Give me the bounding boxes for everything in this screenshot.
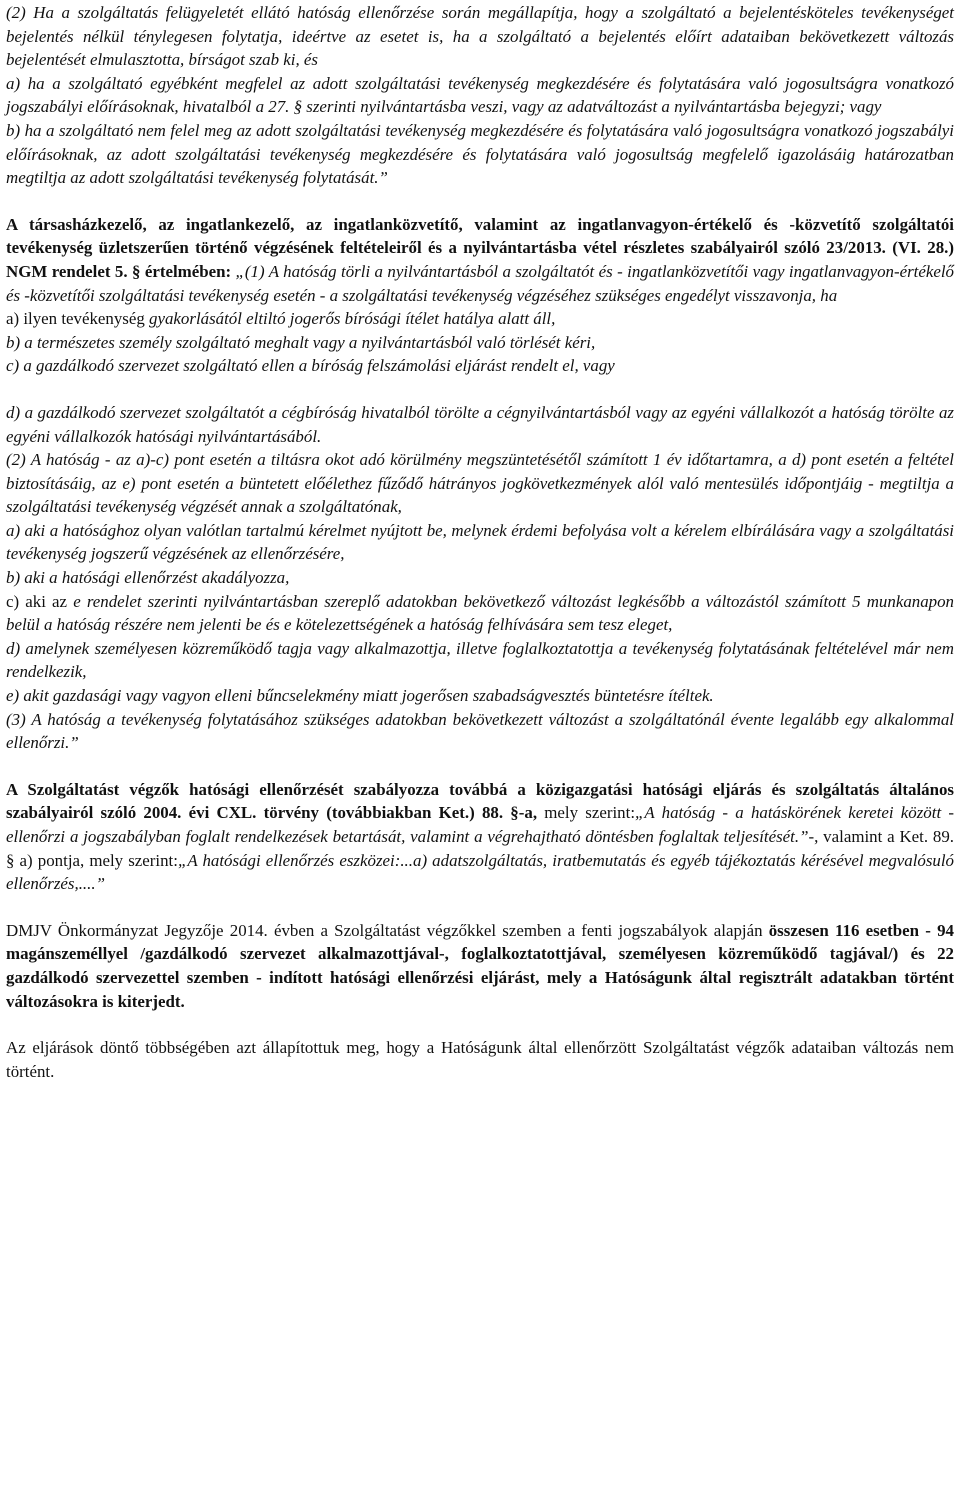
ket-quote-1: „A hatóság - a hatáskörének keretei között - ellenőrzi a jogszabályban foglalt rendelkezések betartását, valamint a végrehajtható döntésben foglaltak teljesítését.” bbox=[6, 803, 955, 846]
spacer bbox=[6, 755, 954, 778]
ket-text-1: mely szerint: bbox=[537, 803, 636, 823]
ket-title: A Szolgáltatást végzők hatósági ellenőrzését szabályozza továbbá a közigazgatási hatósági eljárás és szolgáltatás általános szabályairól szóló 2004. évi CXL. törvény (továbbiakban Ket.) 88. §-a, bbox=[6, 779, 954, 823]
decree-point-a-rest: gyakorlásától eltiltó jogerős bírósági ítélet hatálya alatt áll, bbox=[149, 309, 556, 329]
summary-paragraph bbox=[6, 919, 954, 1013]
decree-paragraph-2-b: b) aki a hatósági ellenőrzést akadályozza, bbox=[6, 568, 290, 588]
decree-point-b: b) a természetes személy szolgáltató meghalt vagy a nyilvántartásból való törlését kéri, bbox=[6, 332, 596, 352]
point-b-prohibition: b) ha a szolgáltató nem felel meg az adott szolgáltatási tevékenység megkezdésére és folytatására való jogosultságra vonatkozó jogszabályi előírásoknak, az adott szolgáltatási tevékenység megkezdésére és folytatására való jogosultság megfelelő igazolásáig határozatban megtiltja az adott szolgáltatási tevékenység folytatását.” bbox=[6, 120, 954, 188]
point-a-registration: a) ha a szolgáltató egyébként megfelel az adott szolgáltatási tevékenység megkezdésére és folytatására való jogosultságra vonatkozó jogszabályi előírásoknak, hivatalból a 27. § szerinti nyilvántartásba veszi, vagy az adatváltozást a nyilvántartásba bejegyzi; vagy bbox=[6, 73, 954, 117]
decree-paragraph-2-c-prefix: c) aki az bbox=[6, 591, 74, 611]
decree-paragraph-2: (2) A hatóság - az a)-c) pont esetén a tiltásra okot adó körülmény megszüntetésétől számított 1 év időtartamra, a d) pont esetén a feltétel biztosításáig, az e) pont esetén a büntetett előélethez fűződő hátrányos jogkövetkezmények alól való mentesülés időpontjáig - megtiltja a szolgáltatási tevékenység végzését annak a szolgáltatónak, bbox=[6, 450, 954, 517]
ket-paragraph bbox=[6, 778, 954, 896]
paragraph-2-statute: (2) Ha a szolgáltatás felügyeletét ellátó hatóság ellenőrzése során megállapítja, hogy a szolgáltató a bejelentésköteles tevékenységet bejelentés nélkül ténylegesen folytatja, ideértve az esetet is, ha a szolgáltató a bejelentés előírt adataiban bekövetkezett változás bejelentését elmulasztotta, bírságot szab ki, és bbox=[6, 3, 954, 70]
decree-point-c: c) a gazdálkodó szervezet szolgáltató ellen a bíróság felszámolási eljárást rendelt el, vagy bbox=[6, 356, 615, 376]
spacer bbox=[6, 378, 954, 401]
conclusion-paragraph: Az eljárások döntő többségében azt állapítottuk meg, hogy a Hatóságunk által ellenőrzött Szolgáltatást végzők adataiban változás nem történt. bbox=[6, 1038, 954, 1081]
spacer bbox=[6, 1013, 954, 1036]
decree-title: A társasházkezelő, az ingatlankezelő, az ingatlanközvetítő, valamint az ingatlanvagyon-értékelő és -közvetítő szolgáltatói tevékenység üzletszerűen történő végzésének feltételeiről és a nyilvántartásba vétel részletes szabályairól szóló 23/2013. (VI. 28.) NGM rendelet 5. § értelmében: bbox=[6, 214, 954, 281]
decree-paragraph-2-c-rest: e rendelet szerinti nyilvántartásban szereplő adatokban bekövetkező változást legkésőbb a változástól számított 5 munkanapon belül a hatóság részére nem jelenti be és e kötelezettségének a hatóság felhívására sem tesz eleget, bbox=[6, 591, 954, 635]
ngm-decree-intro bbox=[6, 213, 954, 307]
decree-point-d: d) a gazdálkodó szervezet szolgáltatót a cégbíróság hivatalból törölte a cégnyilvántartásból vagy az egyéni vállalkozót a hatóság törölte az egyéni vállalkozók hatósági nyilvántartásából. bbox=[6, 402, 954, 446]
ket-quote-2: „A hatósági ellenőrzés eszközei:...a) adatszolgáltatás, iratbemutatás és egyéb tájékoztatás kérésével megvalósuló ellenőrzés,....” bbox=[6, 850, 954, 894]
decree-paragraph-2-a: a) aki a hatósághoz olyan valótlan tartalmú kérelmet nyújtott be, melynek érdemi befolyása volt a kérelem elbírálására vagy a szolgáltatási tevékenység jogszerű végzésének az ellenőrzésére, bbox=[6, 520, 954, 564]
decree-paragraph-2-c bbox=[6, 590, 954, 637]
summary-bold: összesen 116 esetben - 94 magánszeméllyel /gazdálkodó szervezet alkalmazottjával-, foglalkoztatottjával, személyesen közreműködő tagjával/) és 22 gazdálkodó szervezettel szemben - indított hatósági ellenőrzési eljárást, mely a Hatóságunk által regisztrált adatakban történt változásokra is kiterjedt. bbox=[6, 920, 954, 1011]
decree-point-a-prefix: a) ilyen tevékenység bbox=[6, 309, 150, 329]
decree-paragraph-1: „(1) A hatóság törli a nyilvántartásból a szolgáltatót és - ingatlanközvetítői vagy ingatlanvagyon-értékelő és -közvetítői szolgáltatási tevékenység esetén - a szolgáltatási tevékenység végzéséhez szükséges engedélyt visszavonja, ha bbox=[6, 261, 954, 305]
decree-paragraph-2-d: d) amelynek személyesen közreműködő tagja vagy alkalmazottja, illetve foglalkoztatottja a tevékenység folytatásának feltételével már nem rendelkezik, bbox=[6, 638, 954, 682]
summary-text: DMJV Önkormányzat Jegyzője 2014. évben a Szolgáltatást végzőkkel szemben a fenti jogszabályok alapján bbox=[6, 920, 769, 940]
spacer bbox=[6, 896, 954, 919]
ket-text-2: -, valamint a Ket. 89. § a) pontja, mely szerint: bbox=[6, 827, 955, 870]
decree-paragraph-3: (3) A hatóság a tevékenység folytatásához szükséges adatokban bekövetkezett változást a szolgáltatónál évente legalább egy alkalommal ellenőrzi.” bbox=[6, 709, 954, 753]
spacer bbox=[6, 190, 954, 213]
decree-point-a bbox=[6, 307, 954, 331]
decree-paragraph-2-e: e) akit gazdasági vagy vagyon elleni bűncselekmény miatt jogerősen szabadságvesztés büntetésre ítéltek. bbox=[6, 686, 714, 706]
